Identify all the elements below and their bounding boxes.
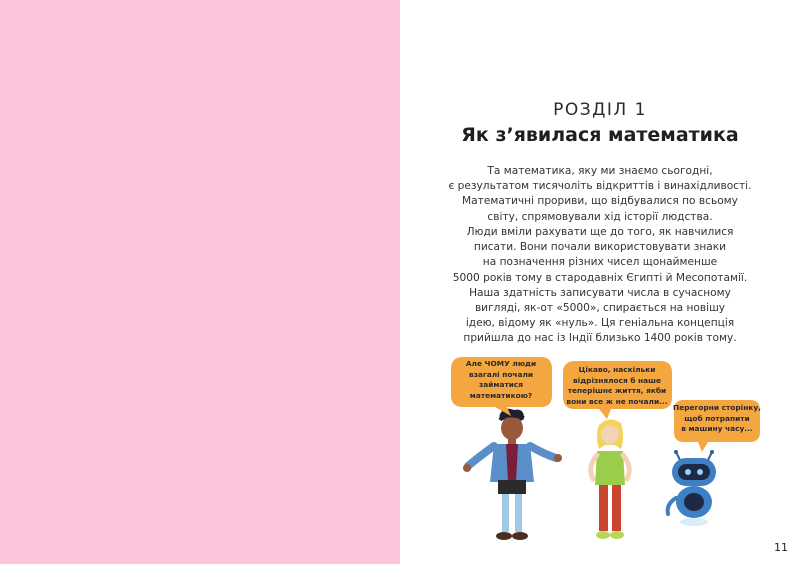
paragraph-line: Математичні прориви, що відбувалися по всьому xyxy=(462,195,738,208)
paragraph-line: Наша здатність записувати числа в сучасному xyxy=(469,286,731,299)
boy-illustration xyxy=(462,408,562,548)
intro-paragraph xyxy=(420,164,780,225)
bubble-line: відрізнялося б наше xyxy=(572,375,662,385)
bubble-line: Цікаво, наскільки xyxy=(578,365,656,374)
girl-illustration xyxy=(575,415,645,545)
bubble-line: Але ЧОМУ люди xyxy=(465,359,537,368)
paragraph-line: писати. Вони почали використовувати знаки xyxy=(473,241,727,254)
bubble-line: Перегорни сторінку, xyxy=(673,403,761,412)
bubble-line: в машину часу... xyxy=(681,424,753,433)
bubble-line: взагалі почали xyxy=(468,369,534,379)
bubble-line: займатися xyxy=(478,380,524,389)
robot-illustration xyxy=(662,448,726,528)
paragraph-line: 5000 років тому в стародавніх Єгипті й Месопотамії. xyxy=(452,271,748,284)
bubble-line: вони все ж не почали... xyxy=(566,396,668,406)
right-page xyxy=(400,0,800,564)
paragraph-line: Люди вміли рахувати ще до того, як навчилися xyxy=(466,226,734,238)
speech-bubble-robot xyxy=(672,398,762,446)
chapter-title: Як з’явилася математика xyxy=(461,124,739,146)
paragraph-line: Та математика, яку ми знаємо сьогодні, xyxy=(487,165,713,177)
page-number: 11 xyxy=(774,541,788,554)
speech-bubble-girl xyxy=(561,359,673,411)
body-paragraph xyxy=(420,225,780,347)
speech-bubble-boy xyxy=(449,355,553,417)
bubble-line: теперішнє життя, якби xyxy=(567,386,667,395)
paragraph-line: на позначення різних чисел щонайменше xyxy=(482,256,718,269)
paragraph-line: прийшла до нас із Індії близько 1400 років тому. xyxy=(463,332,737,345)
chapter-label: РОЗДІЛ 1 xyxy=(553,100,647,120)
paragraph-line: вигляді, як-от «5000», спирається на новішу xyxy=(474,302,726,315)
bubble-line: математикою? xyxy=(469,390,533,400)
paragraph-line: ідею, відому як «нуль». Ця геніальна концепція xyxy=(465,317,735,330)
paragraph-line: світу, спрямовували хід історії людства. xyxy=(487,210,713,223)
paragraph-line: є результатом тисячоліть відкриттів і винахідливості. xyxy=(448,180,752,193)
bubble-line: щоб потрапити xyxy=(684,413,750,423)
